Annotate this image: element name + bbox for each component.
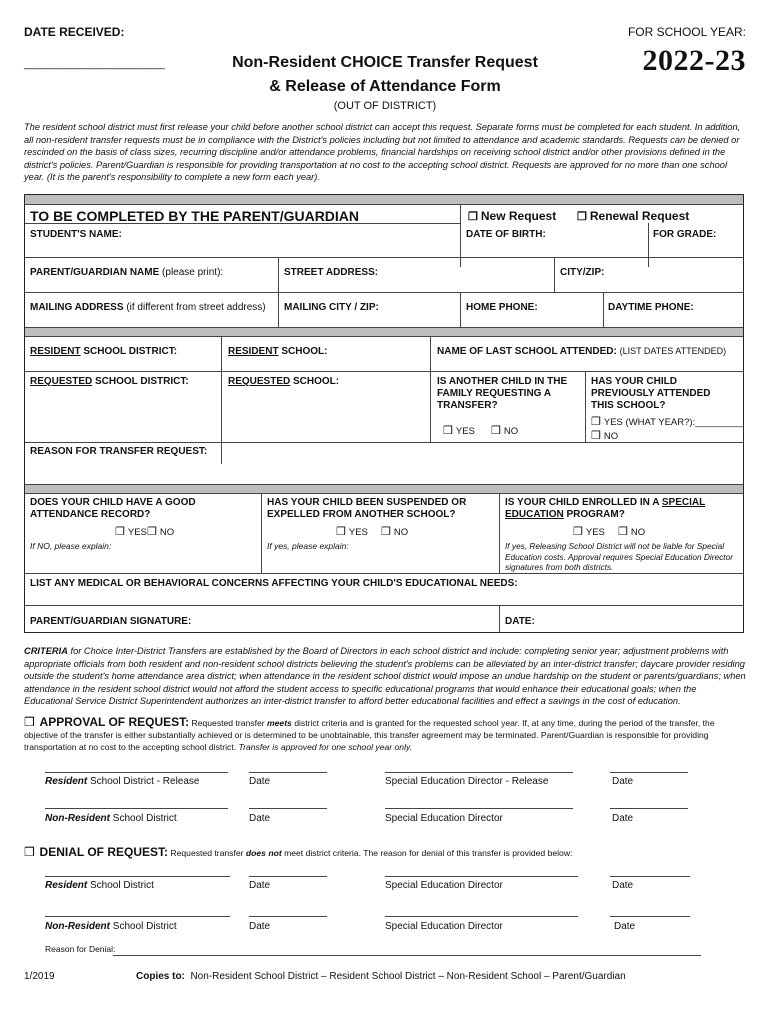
denial-nonresident-signature[interactable]: Non-Resident School District	[45, 921, 177, 932]
checkbox-icon: ❒	[573, 526, 583, 538]
checkbox-icon: ❒	[336, 526, 346, 538]
approval-section: ❒ APPROVAL OF REQUEST: Requested transfer meets district criteria and is granted for the requested school year. If, at any time, during the period of the transfer, the objective of the transfer is either substantially achieved or is determined to be unobtainable, this transfer agreement may be terminated. Parent/Guardian is responsible for providing transportation at no cost to the accepting school district. Transfer is approved for one school year only.	[24, 715, 715, 752]
checkbox-icon: ❒	[115, 526, 125, 538]
checkbox-icon: ❒	[591, 416, 601, 428]
attendance-question: DOES YOUR CHILD HAVE A GOOD ATTENDANCE RECORD?	[30, 497, 196, 520]
school-year-label: FOR SCHOOL YEAR:	[627, 25, 746, 39]
reason-for-denial-line[interactable]	[113, 955, 701, 956]
street-address-field[interactable]: STREET ADDRESS:	[284, 267, 379, 278]
suspended-no[interactable]: ❒ NO	[381, 526, 409, 538]
denial-date-2[interactable]: Date	[612, 880, 634, 891]
checkbox-icon: ❒	[443, 425, 453, 437]
home-phone-field[interactable]: HOME PHONE:	[466, 302, 538, 313]
approval-nonresident-signature[interactable]: Non-Resident School District	[45, 813, 177, 824]
attendance-yes[interactable]: ❒ YES	[115, 526, 147, 538]
another-child-question: IS ANOTHER CHILD IN THE FAMILY REQUESTING A TRANSFER?	[437, 376, 568, 411]
special-ed-no[interactable]: ❒ NO	[618, 526, 646, 538]
denial-resident-signature[interactable]: Resident School District	[45, 880, 154, 891]
checkbox-icon: ❒	[147, 526, 157, 538]
form-title-line1: Non-Resident CHOICE Transfer Request	[232, 54, 538, 71]
checkbox-icon: ❒	[591, 430, 601, 442]
approval-date-3[interactable]: Date	[249, 813, 271, 824]
last-school-field[interactable]: NAME OF LAST SCHOOL ATTENDED: (LIST DATES ATTENDED)	[437, 346, 727, 357]
suspended-question: HAS YOUR CHILD BEEN SUSPENDED OR EXPELLED FROM ANOTHER SCHOOL?	[267, 497, 467, 520]
denial-checkbox[interactable]: ❒	[24, 845, 35, 859]
special-ed-note: If yes, Releasing School District will not be liable for Special Education costs. Approval requires Special Education Director signatures from both districts.	[505, 541, 733, 572]
denial-sped-signature-2[interactable]: Special Education Director	[385, 921, 503, 932]
resident-school-field[interactable]: RESIDENT SCHOOL:	[228, 346, 328, 357]
checkbox-icon: ❒	[381, 526, 391, 538]
mailing-address-field[interactable]: MAILING ADDRESS (if different from street address)	[30, 302, 266, 313]
copies-to: Copies to: Non-Resident School District – Resident School District – Non-Resident School – Parent/Guardian	[136, 971, 626, 982]
checkbox-icon: ❒	[468, 211, 478, 223]
approval-sped-signature[interactable]: Special Education Director	[385, 813, 503, 824]
checkbox-icon: ❒	[577, 211, 587, 223]
date-received-blank[interactable]: _______________________	[24, 58, 165, 70]
denial-date-3[interactable]: Date	[249, 921, 271, 932]
medical-concerns-field[interactable]: LIST ANY MEDICAL OR BEHAVIORAL CONCERNS AFFECTING YOUR CHILD'S EDUCATIONAL NEEDS:	[30, 578, 518, 589]
denial-heading: DENIAL OF REQUEST:	[39, 845, 169, 859]
reason-for-transfer-field[interactable]: REASON FOR TRANSFER REQUEST:	[30, 446, 208, 457]
school-year: 2022-23	[642, 44, 746, 77]
parent-guardian-section	[24, 194, 744, 633]
attendance-no[interactable]: ❒ NO	[147, 526, 175, 538]
parent-name-field[interactable]: PARENT/GUARDIAN NAME (please print):	[30, 267, 224, 278]
checkbox-icon: ❒	[618, 526, 628, 538]
special-ed-yes[interactable]: ❒ YES	[573, 526, 605, 538]
new-request-checkbox[interactable]: ❒ New Request	[468, 209, 557, 223]
denial-sped-signature-1[interactable]: Special Education Director	[385, 880, 503, 891]
previously-attended-question: HAS YOUR CHILD PREVIOUSLY ATTENDED THIS SCHOOL?	[591, 376, 711, 411]
approval-date-1[interactable]: Date	[249, 776, 271, 787]
parent-signature-field[interactable]: PARENT/GUARDIAN SIGNATURE:	[30, 616, 192, 627]
denial-date-4[interactable]: Date	[614, 921, 636, 932]
daytime-phone-field[interactable]: DAYTIME PHONE:	[608, 302, 694, 313]
criteria-paragraph: CRITERIA for Choice Inter-District Transfers are established by the Board of Directors in each school district and include: completing senior year; adjustment problems with appropriate officials from both resident and non-resident school districts believing the student's problems can be alleviated by an inter-district transfer; daycare provider residing outside the student's home attendance area district; when attendance in the resident school district would impose an undue hardship on the student or parents/guardians; when attendance in the resident school district would not afford the student access to specific educational programs that would enhance their educational goals; when the Educational Service District Superintendent authorizes an inter-district transfer to afford better educational facilities and effect a savings in the cost of education.	[24, 646, 746, 707]
reason-for-denial-label: Reason for Denial:	[45, 944, 116, 954]
denial-date-1[interactable]: Date	[249, 880, 271, 891]
city-zip-field[interactable]: CITY/ZIP:	[560, 267, 605, 278]
previously-attended-no[interactable]: ❒ NO	[591, 430, 619, 442]
approval-sped-release-signature[interactable]: Special Education Director - Release	[385, 776, 549, 787]
mailing-city-field[interactable]: MAILING CITY / ZIP:	[284, 302, 379, 313]
suspended-explain[interactable]: If yes, please explain:	[267, 541, 349, 551]
approval-checkbox[interactable]: ❒	[24, 715, 35, 729]
approval-resident-release-signature[interactable]: Resident School District - Release	[45, 776, 200, 787]
intro-paragraph: The resident school district must first release your child before another school district can accept this request. Separate forms must be completed for each student. In addition, all non-resident transfer requests must be in compliance with the District's policies including but not limited to attendance and academic standards. Requests can be denied or rescinded on the basis of class sizes, recurring discipline and/or attendance problems, financial hardships on receiving school district and/or other provisions defined in the district's policies. Parent/Guardian is responsible for providing transportation at no cost to the accepting school district. Requests are approved for no more than one school year. (It is the parent's responsibility to complete a new form each year).	[24, 122, 741, 183]
signature-date-field[interactable]: DATE:	[505, 616, 535, 627]
special-ed-question: IS YOUR CHILD ENROLLED IN A SPECIAL EDUCATION PROGRAM?	[505, 497, 706, 520]
form-title-line2: & Release of Attendance Form	[269, 78, 501, 95]
renewal-request-checkbox[interactable]: ❒ Renewal Request	[577, 209, 690, 223]
suspended-yes[interactable]: ❒ YES	[336, 526, 368, 538]
attendance-explain[interactable]: If NO, please explain:	[30, 541, 112, 551]
grade-field[interactable]: FOR GRADE:	[653, 229, 717, 240]
requested-school-field[interactable]: REQUESTED SCHOOL:	[228, 376, 340, 387]
student-name-field[interactable]: STUDENT'S NAME:	[30, 229, 122, 240]
approval-date-4[interactable]: Date	[612, 813, 634, 824]
grey-band	[25, 328, 743, 336]
requested-district-field[interactable]: REQUESTED SCHOOL DISTRICT:	[30, 376, 189, 387]
denial-section: ❒ DENIAL OF REQUEST: Requested transfer does not meet district criteria. The reason for denial of this transfer is provided below:	[24, 845, 573, 859]
checkbox-icon: ❒	[491, 425, 501, 437]
previously-attended-yes[interactable]: ❒ YES (WHAT YEAR?):_________	[591, 416, 743, 428]
another-child-yes[interactable]: ❒ YES	[443, 425, 475, 437]
resident-district-field[interactable]: RESIDENT SCHOOL DISTRICT:	[30, 346, 178, 357]
section-top-band	[25, 195, 743, 204]
approval-heading: APPROVAL OF REQUEST:	[39, 715, 190, 729]
section-heading: TO BE COMPLETED BY THE PARENT/GUARDIAN	[30, 208, 360, 224]
date-of-birth-field[interactable]: DATE OF BIRTH:	[466, 229, 546, 240]
date-received-label: DATE RECEIVED:	[24, 25, 125, 39]
approval-date-2[interactable]: Date	[612, 776, 634, 787]
form-version: 1/2019	[24, 971, 55, 982]
another-child-no[interactable]: ❒ NO	[491, 425, 519, 437]
grey-band	[25, 485, 743, 493]
form-subtitle: (OUT OF DISTRICT)	[333, 100, 437, 112]
